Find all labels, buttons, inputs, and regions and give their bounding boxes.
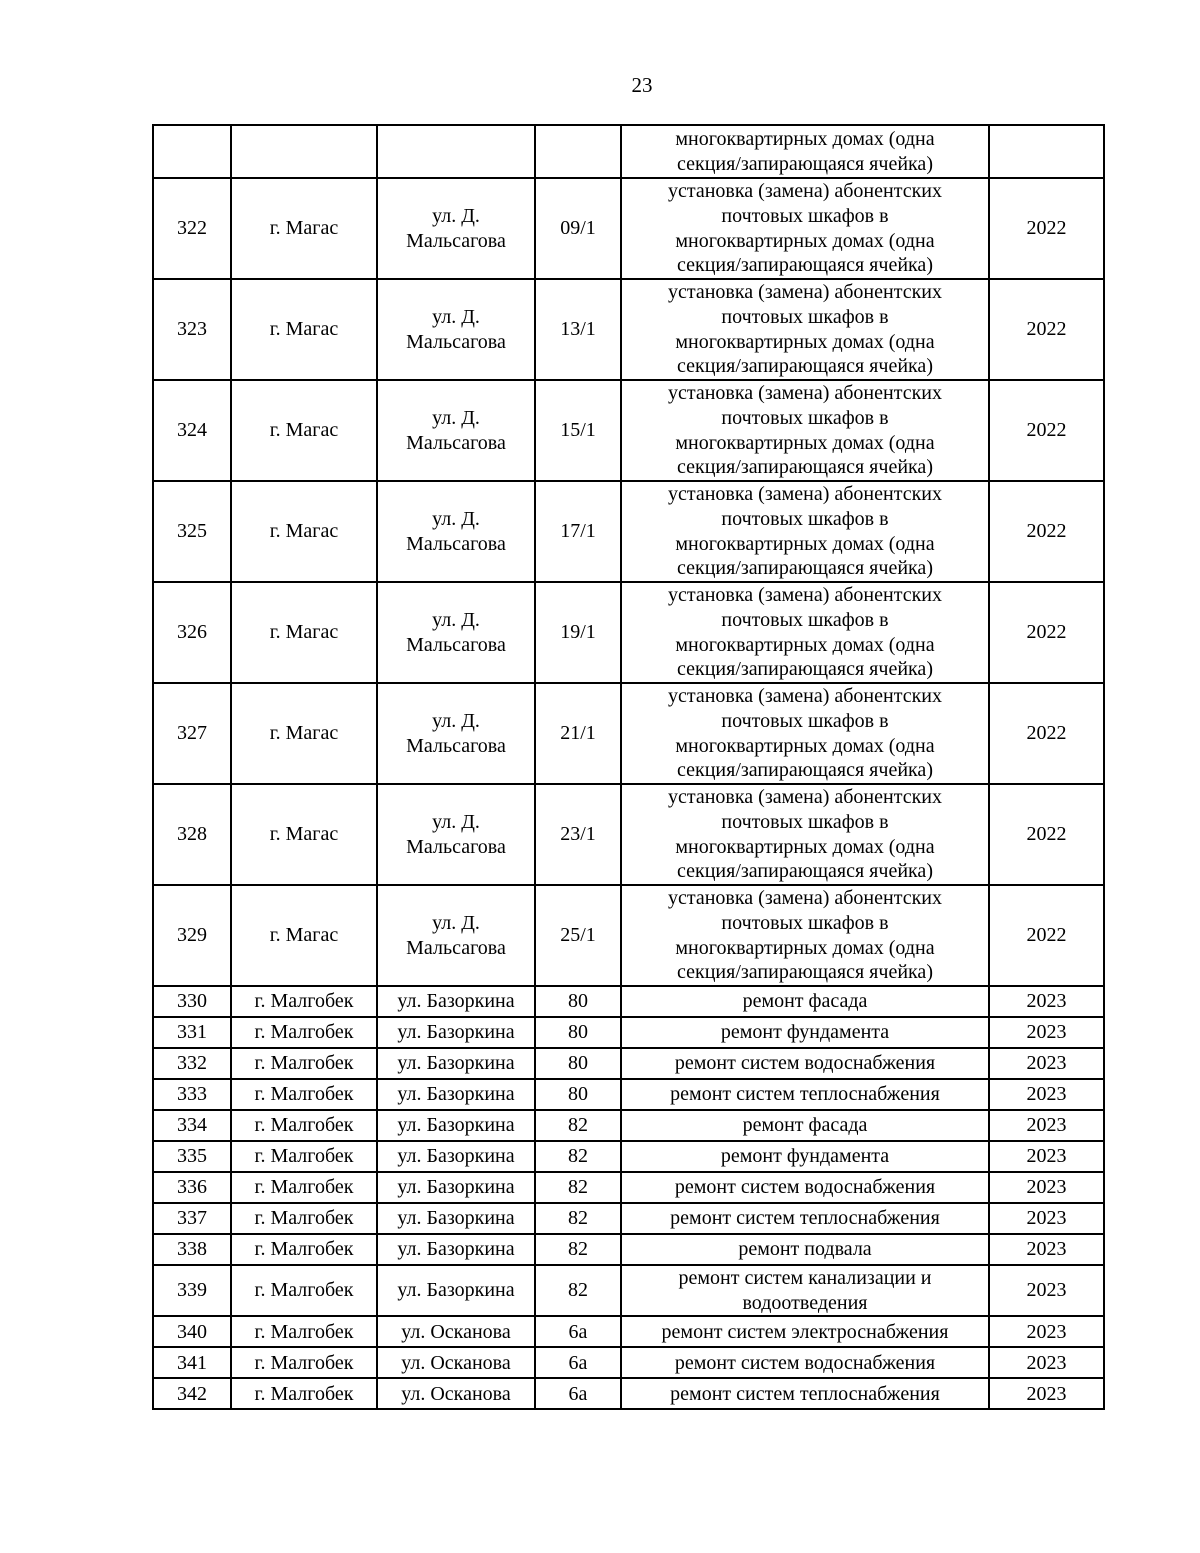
table-row	[153, 1378, 1104, 1409]
house-number-cell: 13/1	[535, 279, 621, 380]
year-cell: 2022	[989, 683, 1104, 784]
street-cell: ул. Базоркина	[377, 1017, 535, 1048]
house-number-cell: 23/1	[535, 784, 621, 885]
house-number-cell: 09/1	[535, 178, 621, 279]
table-row	[153, 1017, 1104, 1048]
table-row	[153, 125, 1104, 178]
table-row	[153, 986, 1104, 1017]
work-type-cell: ремонт фасада	[621, 986, 989, 1017]
street-cell: ул. Д. Мальсагова	[377, 380, 535, 481]
house-number-cell: 6а	[535, 1347, 621, 1378]
work-type-cell: ремонт систем теплоснабжения	[621, 1203, 989, 1234]
row-number-cell: 332	[153, 1048, 231, 1079]
work-type-cell: ремонт систем теплоснабжения	[621, 1378, 989, 1409]
row-number-cell: 328	[153, 784, 231, 885]
street-cell: ул. Базоркина	[377, 1234, 535, 1265]
street-cell: ул. Базоркина	[377, 1048, 535, 1079]
city-cell: г. Малгобек	[231, 1110, 377, 1141]
row-number-cell: 326	[153, 582, 231, 683]
work-type-cell: ремонт систем водоснабжения	[621, 1172, 989, 1203]
street-cell: ул. Базоркина	[377, 986, 535, 1017]
table-row	[153, 1141, 1104, 1172]
table-row	[153, 1172, 1104, 1203]
year-cell: 2023	[989, 1265, 1104, 1316]
house-number-cell: 82	[535, 1203, 621, 1234]
year-cell: 2023	[989, 1110, 1104, 1141]
city-cell	[231, 125, 377, 178]
table-row	[153, 1079, 1104, 1110]
row-number-cell: 337	[153, 1203, 231, 1234]
table-row	[153, 1234, 1104, 1265]
repair-schedule-table	[152, 124, 1105, 1410]
street-cell: ул. Осканова	[377, 1316, 535, 1347]
year-cell: 2022	[989, 481, 1104, 582]
street-cell: ул. Осканова	[377, 1378, 535, 1409]
house-number-cell: 17/1	[535, 481, 621, 582]
table-row	[153, 582, 1104, 683]
street-cell: ул. Базоркина	[377, 1265, 535, 1316]
table-row	[153, 885, 1104, 986]
table-row	[153, 1110, 1104, 1141]
row-number-cell: 338	[153, 1234, 231, 1265]
row-number-cell: 333	[153, 1079, 231, 1110]
house-number-cell: 82	[535, 1234, 621, 1265]
house-number-cell: 25/1	[535, 885, 621, 986]
street-cell: ул. Д. Мальсагова	[377, 481, 535, 582]
city-cell: г. Магас	[231, 885, 377, 986]
row-number-cell: 341	[153, 1347, 231, 1378]
house-number-cell: 80	[535, 1017, 621, 1048]
house-number-cell: 80	[535, 1048, 621, 1079]
house-number-cell	[535, 125, 621, 178]
city-cell: г. Малгобек	[231, 1141, 377, 1172]
work-type-cell: ремонт систем водоснабжения	[621, 1347, 989, 1378]
work-type-cell: многоквартирных домах (одна секция/запирающаяся ячейка)	[621, 125, 989, 178]
city-cell: г. Малгобек	[231, 1172, 377, 1203]
table-body	[153, 125, 1104, 1409]
row-number-cell: 331	[153, 1017, 231, 1048]
city-cell: г. Магас	[231, 178, 377, 279]
house-number-cell: 82	[535, 1110, 621, 1141]
work-type-cell: установка (замена) абонентских почтовых шкафов в многоквартирных домах (одна секция/запирающаяся ячейка)	[621, 481, 989, 582]
year-cell: 2022	[989, 784, 1104, 885]
work-type-cell: ремонт систем водоснабжения	[621, 1048, 989, 1079]
row-number-cell: 327	[153, 683, 231, 784]
year-cell: 2022	[989, 279, 1104, 380]
house-number-cell: 82	[535, 1265, 621, 1316]
page-number: 23	[631, 73, 653, 97]
work-type-cell: ремонт фундамента	[621, 1017, 989, 1048]
table-row	[153, 683, 1104, 784]
table-row	[153, 784, 1104, 885]
work-type-cell: ремонт фасада	[621, 1110, 989, 1141]
house-number-cell: 19/1	[535, 582, 621, 683]
work-type-cell: установка (замена) абонентских почтовых шкафов в многоквартирных домах (одна секция/запирающаяся ячейка)	[621, 582, 989, 683]
house-number-cell: 6а	[535, 1378, 621, 1409]
row-number-cell: 334	[153, 1110, 231, 1141]
year-cell: 2022	[989, 885, 1104, 986]
work-type-cell: установка (замена) абонентских почтовых шкафов в многоквартирных домах (одна секция/запирающаяся ячейка)	[621, 885, 989, 986]
work-type-cell: ремонт систем электроснабжения	[621, 1316, 989, 1347]
year-cell: 2023	[989, 1347, 1104, 1378]
city-cell: г. Малгобек	[231, 1234, 377, 1265]
work-type-cell: установка (замена) абонентских почтовых шкафов в многоквартирных домах (одна секция/запирающаяся ячейка)	[621, 279, 989, 380]
street-cell: ул. Базоркина	[377, 1141, 535, 1172]
city-cell: г. Малгобек	[231, 1347, 377, 1378]
city-cell: г. Малгобек	[231, 1079, 377, 1110]
city-cell: г. Малгобек	[231, 1017, 377, 1048]
work-type-cell: установка (замена) абонентских почтовых шкафов в многоквартирных домах (одна секция/запирающаяся ячейка)	[621, 683, 989, 784]
house-number-cell: 82	[535, 1141, 621, 1172]
city-cell: г. Магас	[231, 683, 377, 784]
year-cell: 2023	[989, 1234, 1104, 1265]
row-number-cell: 322	[153, 178, 231, 279]
row-number-cell: 339	[153, 1265, 231, 1316]
street-cell: ул. Д. Мальсагова	[377, 683, 535, 784]
year-cell	[989, 125, 1104, 178]
year-cell: 2023	[989, 1048, 1104, 1079]
city-cell: г. Малгобек	[231, 986, 377, 1017]
house-number-cell: 21/1	[535, 683, 621, 784]
row-number-cell: 323	[153, 279, 231, 380]
street-cell	[377, 125, 535, 178]
street-cell: ул. Д. Мальсагова	[377, 279, 535, 380]
year-cell: 2023	[989, 1079, 1104, 1110]
street-cell: ул. Базоркина	[377, 1079, 535, 1110]
table-row	[153, 1316, 1104, 1347]
work-type-cell: ремонт подвала	[621, 1234, 989, 1265]
year-cell: 2023	[989, 1203, 1104, 1234]
street-cell: ул. Д. Мальсагова	[377, 784, 535, 885]
row-number-cell: 329	[153, 885, 231, 986]
city-cell: г. Малгобек	[231, 1203, 377, 1234]
street-cell: ул. Д. Мальсагова	[377, 582, 535, 683]
table-row	[153, 380, 1104, 481]
year-cell: 2023	[989, 1378, 1104, 1409]
house-number-cell: 6а	[535, 1316, 621, 1347]
city-cell: г. Малгобек	[231, 1316, 377, 1347]
city-cell: г. Магас	[231, 481, 377, 582]
work-type-cell: ремонт систем канализации и водоотведения	[621, 1265, 989, 1316]
row-number-cell: 324	[153, 380, 231, 481]
house-number-cell: 15/1	[535, 380, 621, 481]
work-type-cell: ремонт систем теплоснабжения	[621, 1079, 989, 1110]
year-cell: 2022	[989, 178, 1104, 279]
table-row	[153, 1048, 1104, 1079]
row-number-cell: 330	[153, 986, 231, 1017]
year-cell: 2023	[989, 1141, 1104, 1172]
table-row	[153, 178, 1104, 279]
row-number-cell: 336	[153, 1172, 231, 1203]
work-type-cell: ремонт фундамента	[621, 1141, 989, 1172]
work-type-cell: установка (замена) абонентских почтовых шкафов в многоквартирных домах (одна секция/запирающаяся ячейка)	[621, 178, 989, 279]
table-row	[153, 481, 1104, 582]
house-number-cell: 82	[535, 1172, 621, 1203]
city-cell: г. Малгобек	[231, 1048, 377, 1079]
work-type-cell: установка (замена) абонентских почтовых шкафов в многоквартирных домах (одна секция/запирающаяся ячейка)	[621, 784, 989, 885]
street-cell: ул. Д. Мальсагова	[377, 885, 535, 986]
year-cell: 2023	[989, 1017, 1104, 1048]
city-cell: г. Малгобек	[231, 1378, 377, 1409]
row-number-cell: 325	[153, 481, 231, 582]
year-cell: 2022	[989, 582, 1104, 683]
street-cell: ул. Осканова	[377, 1347, 535, 1378]
city-cell: г. Магас	[231, 380, 377, 481]
year-cell: 2022	[989, 380, 1104, 481]
city-cell: г. Магас	[231, 582, 377, 683]
table-row	[153, 279, 1104, 380]
table-row	[153, 1203, 1104, 1234]
table-row	[153, 1347, 1104, 1378]
city-cell: г. Малгобек	[231, 1265, 377, 1316]
row-number-cell: 340	[153, 1316, 231, 1347]
street-cell: ул. Д. Мальсагова	[377, 178, 535, 279]
year-cell: 2023	[989, 986, 1104, 1017]
row-number-cell: 342	[153, 1378, 231, 1409]
street-cell: ул. Базоркина	[377, 1172, 535, 1203]
house-number-cell: 80	[535, 986, 621, 1017]
house-number-cell: 80	[535, 1079, 621, 1110]
row-number-cell	[153, 125, 231, 178]
city-cell: г. Магас	[231, 784, 377, 885]
row-number-cell: 335	[153, 1141, 231, 1172]
year-cell: 2023	[989, 1172, 1104, 1203]
street-cell: ул. Базоркина	[377, 1203, 535, 1234]
street-cell: ул. Базоркина	[377, 1110, 535, 1141]
year-cell: 2023	[989, 1316, 1104, 1347]
table-row	[153, 1265, 1104, 1316]
city-cell: г. Магас	[231, 279, 377, 380]
work-type-cell: установка (замена) абонентских почтовых шкафов в многоквартирных домах (одна секция/запирающаяся ячейка)	[621, 380, 989, 481]
